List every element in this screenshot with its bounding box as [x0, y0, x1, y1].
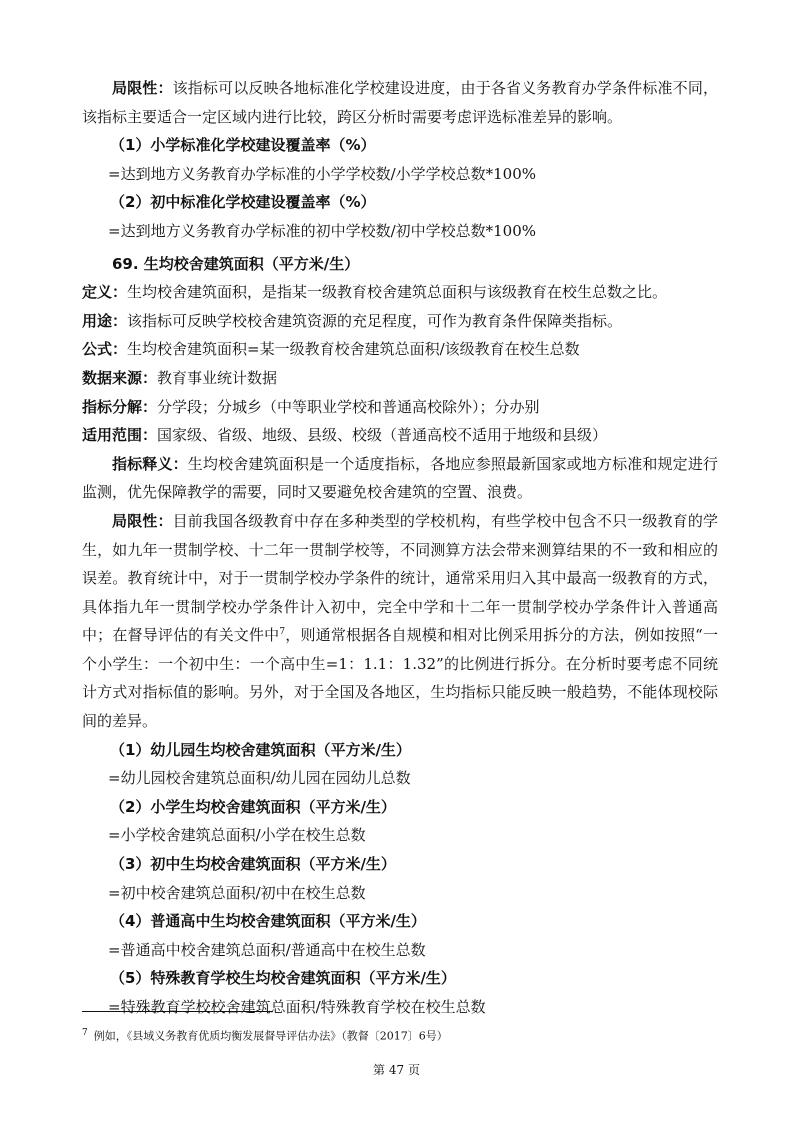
formula-kindergarten: =幼儿园校舍建筑总面积/幼儿园在园幼儿总数 [108, 769, 411, 788]
source-line [82, 364, 718, 393]
source-text: 教育事业统计数据 [157, 368, 278, 387]
sub-title-primary-coverage: （1）小学标准化学校建设覆盖率（%） [110, 136, 376, 155]
definition-text: 生均校舍建筑面积，是指某一级教育校舍建筑总面积与该级教育在校生总数之比。 [127, 283, 668, 302]
formula-text: 生均校舍建筑面积=某一级教育校舍建筑总面积/该级教育在校生总数 [127, 340, 580, 359]
formula-junior: =初中校舍建筑总面积/初中在校生总数 [108, 883, 366, 902]
interpretation-label: 指标释义： [112, 454, 188, 473]
formula-primary-coverage: =达到地方义务教育办学标准的小学学校数/小学学校总数*100% [108, 164, 537, 183]
definition-label: 定义： [82, 283, 128, 302]
interpretation-paragraph [82, 450, 718, 507]
limitation-text: 该指标可以反映各地标准化学校建设进度，由于各省义务教育办学条件标准不同，该指标主要适合一定区域内进行比较，跨区分析时需要考虑评选标准差异的影响。 [82, 79, 718, 126]
usage-text: 该指标可反映学校校舍建筑资源的充足程度，可作为教育条件保障类指标。 [127, 311, 623, 330]
sub-title-primary: （2）小学生均校舍建筑面积（平方米/生） [110, 797, 396, 816]
limitation-paragraph [82, 507, 718, 736]
formula-special: =特殊教育学校校舍建筑总面积/特殊教育学校在校生总数 [108, 998, 486, 1016]
breakdown-line [82, 393, 718, 422]
page-content [82, 74, 718, 1022]
limitation-text-before: 目前我国各级教育中存在多种类型的学校机构，有些学校中包含不只一级教育的学生，如九年一贯制学校、十二年一贯制学校等，不同测算方法会带来测算结果的不一致和相应的误差。教育统计中，对于一贯制学校办学条件的统计，通常采用归入其中最高一级教育的方式，具体指九年一贯制学校办学条件计入初中，完全中学和十二年一贯制学校办学条件计入普通高中；在督导评估的有关文件中 [82, 511, 718, 645]
scope-line [82, 421, 718, 450]
scope-text: 国家级、省级、地级、县级、校级（普通高校不适用于地级和县级） [157, 426, 608, 445]
definition-line [82, 278, 718, 307]
interpretation-text: 生均校舍建筑面积是一个适度指标，各地应参照最新国家或地方标准和规定进行监测，优先保障教学的需要，同时又要避免校舍建筑的空置、浪费。 [82, 454, 718, 502]
sub-title-special: （5）特殊教育学校生均校舍建筑面积（平方米/生） [110, 969, 456, 988]
sub-title-kindergarten: （1）幼儿园生均校舍建筑面积（平方米/生） [110, 740, 411, 759]
page-number: 第 47 页 [373, 1063, 420, 1077]
section-69-title: 69. 生均校舍建筑面积（平方米/生） [112, 254, 360, 273]
source-label: 数据来源： [82, 368, 158, 387]
limitation-paragraph-top [82, 74, 718, 131]
limitation-label-69: 局限性： [112, 511, 173, 530]
sub-title-junior-coverage: （2）初中标准化学校建设覆盖率（%） [110, 193, 376, 212]
footnote-divider [82, 1011, 272, 1012]
limitation-label: 局限性： [112, 79, 173, 97]
formula-label: 公式： [82, 340, 128, 359]
formula-junior-coverage: =达到地方义务教育办学标准的初中学校数/初中学校总数*100% [108, 221, 537, 240]
usage-label: 用途： [82, 311, 128, 330]
formula-line [82, 335, 718, 364]
formula-primary: =小学校舍建筑总面积/小学在校生总数 [108, 826, 366, 845]
limitation-text-after: ，则通常根据各自规模和相对比例采用拆分的方法，例如按照“一个小学生：一个初中生：一个高中生=1：1.1：1.32”的比例进行拆分。在分析时要考虑不同统计方式对指标值的影响。另外，对于全国及各地区，生均指标只能反映一般趋势，不能体现校际间的差异。 [82, 626, 718, 731]
usage-line [82, 307, 718, 336]
sub-title-junior: （3）初中生均校舍建筑面积（平方米/生） [110, 855, 396, 874]
footnote-text: 例如，《县域义务教育优质均衡发展督导评估办法》（教督〔2017〕6号） [93, 1029, 448, 1043]
footnote [82, 1024, 718, 1046]
breakdown-text: 分学段；分城乡（中等职业学校和普通高校除外）；分办别 [157, 397, 540, 416]
sub-title-senior: （4）普通高中生均校舍建筑面积（平方米/生） [110, 912, 426, 931]
breakdown-label: 指标分解： [82, 397, 158, 416]
formula-senior: =普通高中校舍建筑总面积/普通高中在校生总数 [108, 940, 426, 959]
footnote-number: 7 [82, 1028, 88, 1038]
scope-label: 适用范围： [82, 426, 158, 445]
footnote-reference[interactable]: 7 [279, 627, 286, 638]
